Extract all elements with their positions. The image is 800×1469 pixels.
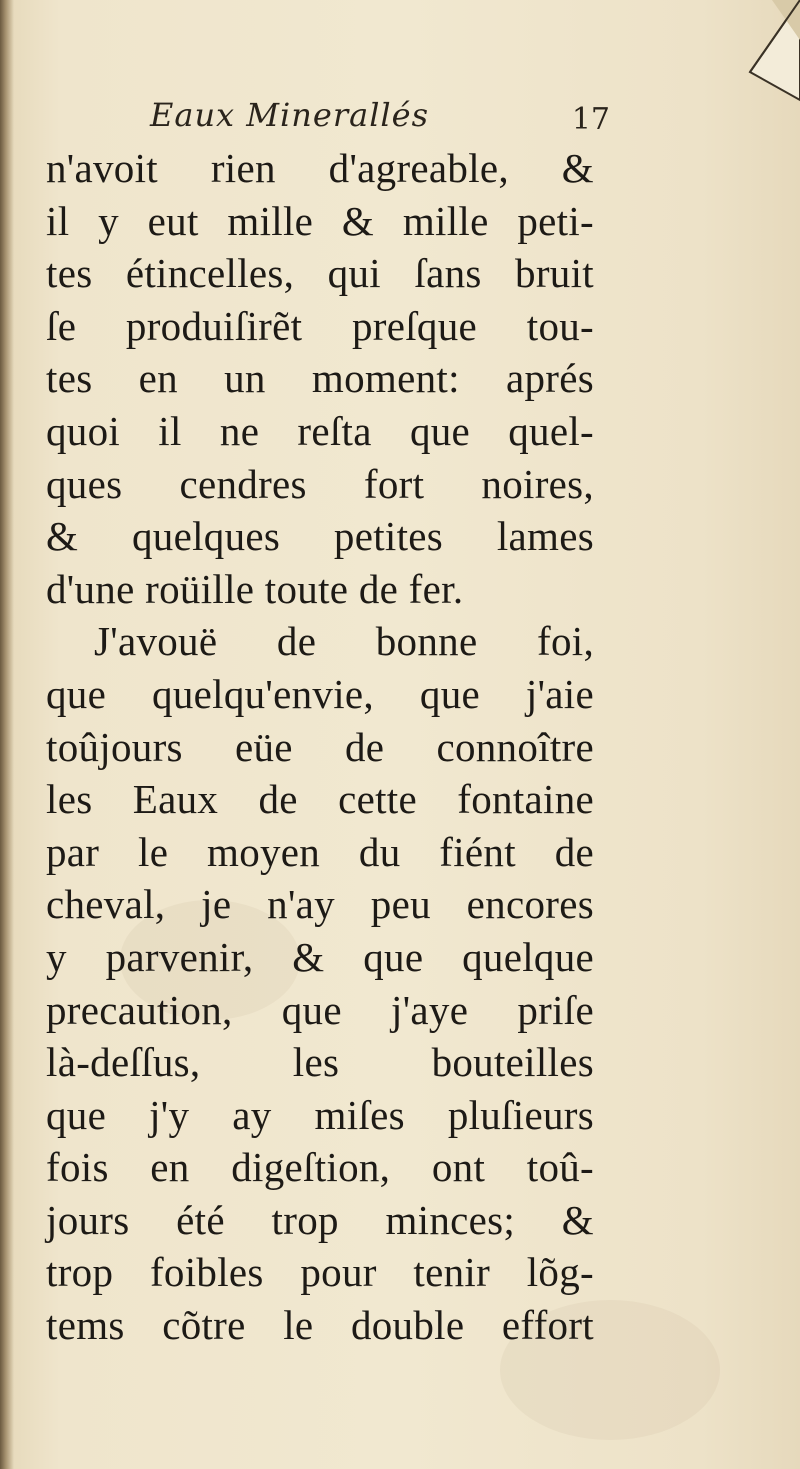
text-line: tes étincelles, qui ſans bruit [46,250,594,297]
text-line: que quelqu'envie, que j'aie [46,670,594,717]
text-line: trop foibles pour tenir lõg- [46,1249,594,1296]
text-line: tes en un moment: aprés [46,355,594,402]
text-line: n'avoit rien d'agreable, & [46,145,594,191]
page-header [150,96,610,142]
text-line: cheval, je n'ay peu encores [46,881,594,928]
text-line: jours été trop minces; & [46,1196,594,1243]
folded-corner [720,0,800,110]
text-line: d'une roüille toute de fer. [46,565,464,612]
text-line: quoi il ne reſta que quel- [46,407,594,454]
running-title: Eaux Minerallés [150,96,430,134]
text-line: que j'y ay miſes pluſieurs [46,1091,594,1138]
body-text [46,142,594,1352]
text-line: fois en digeſtion, ont toû- [46,1144,594,1191]
text-line: il y eut mille & mille peti- [46,197,594,244]
text-line: ſe produiſirẽt preſque tou- [46,302,594,349]
text-line: par le moyen du fiént de [46,828,594,875]
text-line: & quelques petites lames [46,513,594,560]
text-line: y parvenir, & que quelque [46,933,594,980]
page-number: 17 [571,102,610,137]
text-line: là-deſſus, les bouteilles [46,1039,594,1086]
page-gutter-shadow [0,0,14,1469]
text-line: toûjours eüe de connoître [46,723,594,770]
text-line: tems cõtre le double effort [46,1302,594,1349]
text-line: J'avouë de bonne foi, [94,618,594,665]
text-line: les Eaux de cette fontaine [46,776,594,823]
text-line: ques cendres fort noires, [46,460,594,507]
text-line: precaution, que j'aye priſe [46,986,594,1033]
